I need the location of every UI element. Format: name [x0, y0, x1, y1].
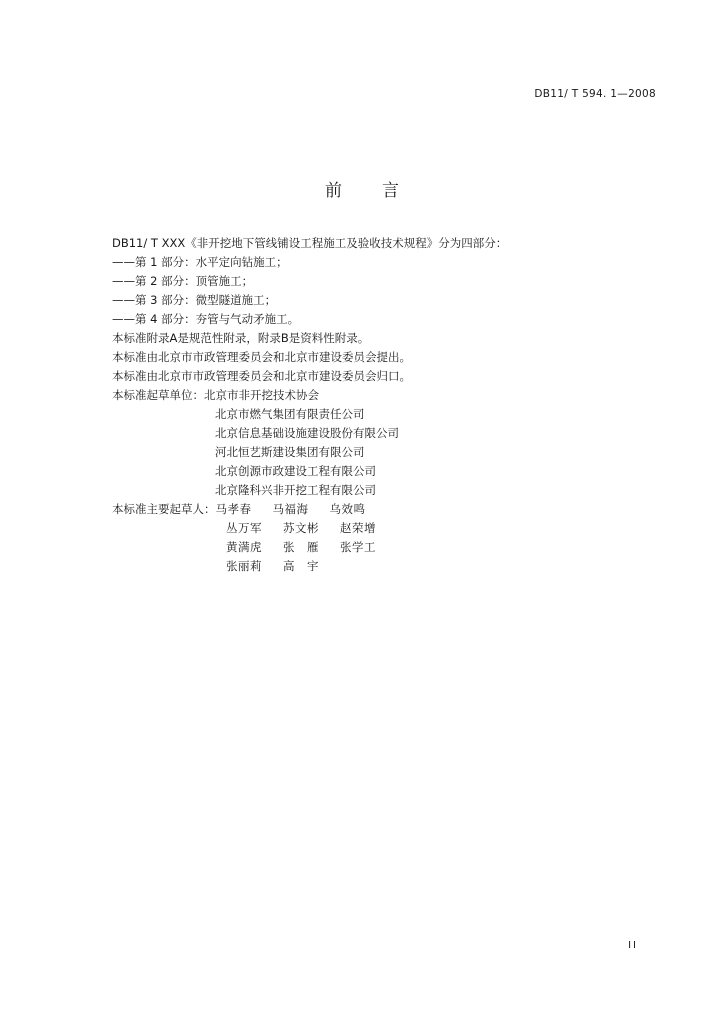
foreword-body — [112, 234, 507, 576]
drafting-unit: 北京创源市政建设工程有限公司 — [215, 464, 376, 478]
drafters-row — [112, 500, 507, 519]
drafter-name: 乌效鸣 — [329, 502, 366, 516]
drafting-unit: 北京信息基础设施建设股份有限公司 — [215, 426, 399, 440]
drafter-name: 马孝春 — [215, 502, 252, 516]
drafting-units-label: 本标准起草单位： — [112, 388, 204, 402]
custodian-statement: 本标准由北京市市政管理委员会和北京市建设委员会归口。 — [112, 369, 411, 383]
proposer-statement: 本标准由北京市市政管理委员会和北京市建设委员会提出。 — [112, 350, 411, 364]
drafters-label: 本标准主要起草人： — [112, 502, 216, 516]
drafter-name: 丛万军 — [226, 521, 262, 535]
drafters-row — [112, 557, 507, 576]
part-item-3: ——第 3 部分：微型隧道施工； — [112, 293, 277, 307]
page-number: II — [628, 940, 638, 951]
drafting-units-first-line — [112, 386, 507, 405]
document-code: DB11/ T 594. 1—2008 — [534, 88, 656, 100]
drafting-unit: 河北恒艺斯建设集团有限公司 — [215, 445, 365, 459]
intro-paragraph: DB11/ T XXX《非开挖地下管线铺设工程施工及验收技术规程》分为四部分： — [112, 236, 508, 250]
drafter-name: 马福海 — [272, 502, 309, 516]
drafters-row — [112, 538, 507, 557]
drafter-name: 苏文彬 — [283, 521, 319, 535]
drafter-name: 张 雁 — [283, 540, 319, 554]
drafter-name: 高 宇 — [283, 559, 319, 573]
part-item-1: ——第 1 部分：水平定向钻施工； — [112, 255, 288, 269]
drafter-name: 张学工 — [340, 540, 376, 554]
drafter-name: 张丽莉 — [226, 559, 262, 573]
part-item-4: ——第 4 部分：夯管与气动矛施工。 — [112, 312, 300, 326]
drafting-unit: 北京市燃气集团有限责任公司 — [215, 407, 365, 421]
drafting-unit: 北京市非开挖技术协会 — [204, 388, 319, 402]
page-title: 前言 — [325, 181, 439, 201]
drafting-unit: 北京隆科兴非开挖工程有限公司 — [215, 483, 376, 497]
drafter-name: 赵荣增 — [340, 521, 376, 535]
part-item-2: ——第 2 部分：顶管施工； — [112, 274, 254, 288]
drafters-row — [112, 519, 507, 538]
drafter-name: 黄满虎 — [226, 540, 262, 554]
appendix-statement: 本标准附录A是规范性附录，附录B是资料性附录。 — [112, 331, 370, 345]
